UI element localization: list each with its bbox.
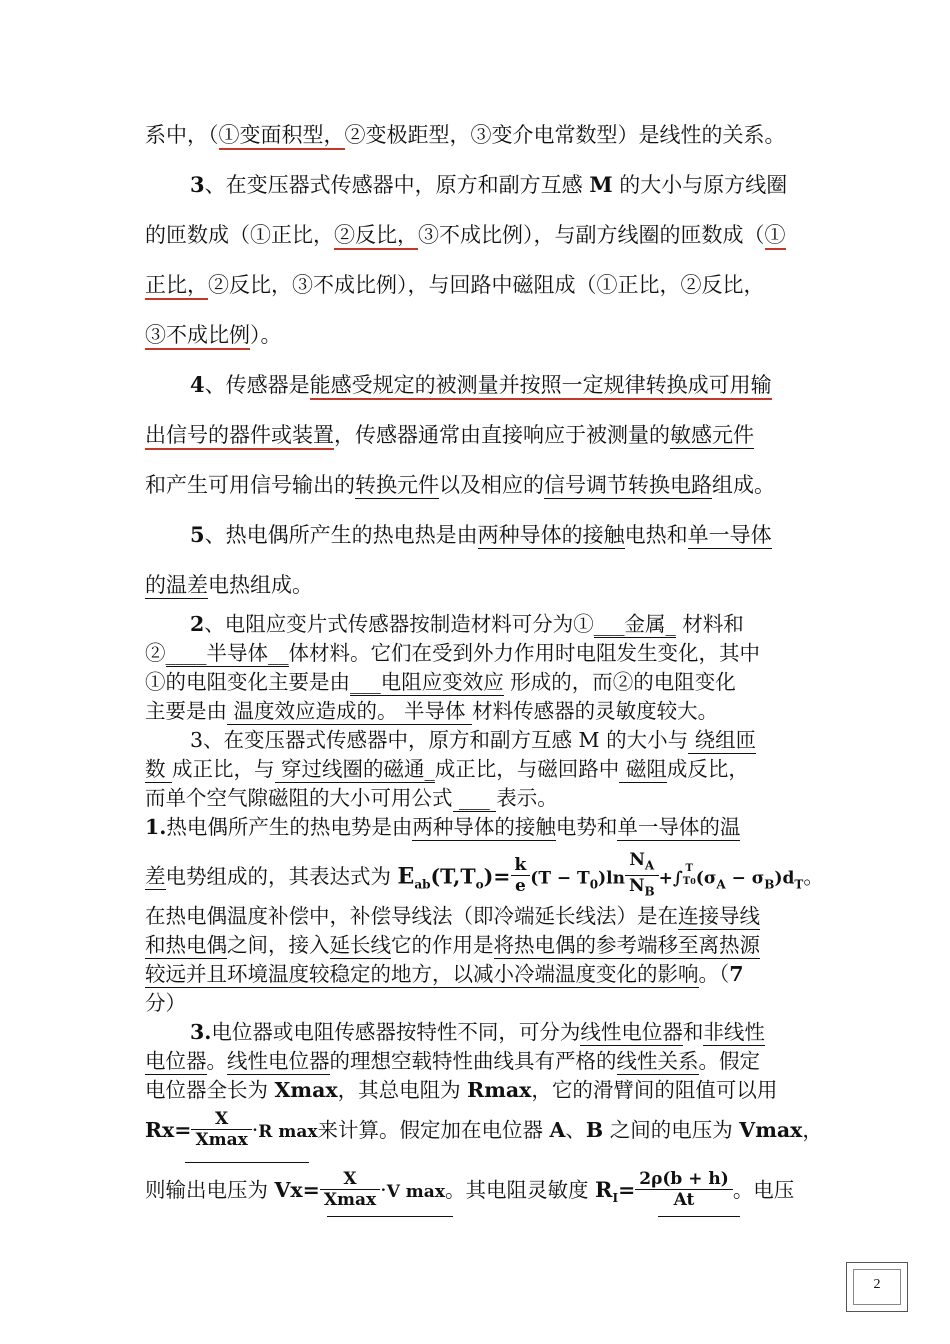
- text-line: 主要是由 温度效应造成的。 半导体 材料传感器的灵敏度较大。: [145, 699, 719, 723]
- formula-underline: [327, 1216, 453, 1217]
- red-underline: ②反比，: [334, 223, 418, 250]
- underline: 线性关系: [616, 1049, 699, 1073]
- red-underline: ①变面积型，: [219, 123, 345, 150]
- underline: 单一导体的温: [617, 815, 741, 839]
- formula-line: 差电势组成的，其表达式为 $E_{ab}(T,T_o)=$ $\frac{k}{e}$ $(T - T_0)\ln$ $\frac{N_A}{N_B}$ +∫ T T0 $(\sigma_A - \sigma_B)d_T$。: [145, 852, 824, 904]
- page-number-box: [846, 1262, 908, 1312]
- underline: 较远并且环境温度较稳定的地方，以减小冷端温度变化的影响: [145, 962, 699, 986]
- formula-fraction: $\frac{N_A}{N_B}$: [625, 850, 659, 902]
- underline: 半导体: [397, 699, 473, 723]
- text-line: 3、在变压器式传感器中，原方和副方互感 M 的大小与 绕组匝: [190, 728, 757, 752]
- text-line: 系中，（①变面积型，②变极距型，③变介电常数型）是线性的关系。: [145, 120, 786, 150]
- underline: 连接导线: [678, 904, 760, 928]
- underline: 的温差: [145, 573, 208, 597]
- integral-limits: T T0: [682, 863, 696, 888]
- text-line: 而单个空气隙磁阻的大小可用公式 ___ 表示。: [145, 786, 558, 810]
- text-line: 4、传感器是能感受规定的被测量并按照一定规律转换成可用输: [190, 370, 772, 400]
- formula-fraction: $\frac{X}{Xmax}$: [191, 1109, 251, 1150]
- underline: ___电阻应变效应: [350, 670, 504, 694]
- formula-underline: [185, 1162, 309, 1163]
- underline: 非线性: [703, 1020, 765, 1044]
- text-line: 3.电位器或电阻传感器按特性不同，可分为线性电位器和非线性: [190, 1020, 765, 1044]
- underline: 和热电偶: [145, 933, 227, 957]
- text-line: 在热电偶温度补偿中，补偿导线法（即冷端延长线法）是在连接导线: [145, 904, 760, 928]
- underline: 线性电位器: [580, 1020, 683, 1044]
- red-underline: ③不成比例: [145, 323, 250, 350]
- text-line: 2、电阻应变片式传感器按制造材料可分为①___金属_ 材料和: [190, 612, 744, 636]
- text-line: 3、在变压器式传感器中，原方和副方互感 M 的大小与原方线圈: [190, 172, 788, 197]
- underline: ___金属_: [593, 612, 676, 636]
- text-line: 较远并且环境温度较稳定的地方，以减小冷端温度变化的影响。（7: [145, 962, 744, 986]
- underline: 转换元件: [355, 473, 439, 497]
- underline: 敏感元件: [670, 423, 754, 447]
- formula-fraction: $\frac{2\rho(b + h)}{At}$: [635, 1169, 733, 1210]
- text-line: 1.热电偶所产生的热电势是由两种导体的接触电势和单一导体的温: [145, 815, 741, 839]
- red-underline: ①: [765, 223, 786, 250]
- text-line: 分）: [145, 991, 186, 1015]
- text-line: 的温差电热组成。: [145, 573, 313, 597]
- underline: 绕组匝: [688, 728, 757, 752]
- underline: 磁阻: [619, 757, 667, 781]
- formula-fraction: $\frac{X}{Xmax}$: [320, 1169, 380, 1210]
- underline: 差: [145, 864, 166, 889]
- red-underline: 能感受规定的被测量并按照一定规律转换成可用输: [310, 373, 772, 400]
- underline: 将热电偶的参考端移至离热源: [493, 933, 760, 957]
- formula-line: Rx= $\frac{X}{Xmax}$ ·R max来计算。假定加在电位器 A、B 之间的电压为 Vmax，: [145, 1109, 823, 1150]
- text-line: 数 成正比，与 穿过线圈的磁通_成正比，与磁回路中 磁阻成反比，: [145, 757, 749, 781]
- underline: 单一导体: [687, 523, 772, 547]
- text-line: ③不成比例）。: [145, 320, 282, 350]
- page-number: 2: [873, 1277, 881, 1292]
- text-line: 的匝数成（①正比，②反比，③不成比例），与副方线圈的匝数成（①: [145, 220, 786, 250]
- text-line: 电位器。线性电位器的理想空载特性曲线具有严格的线性关系。假定: [145, 1049, 760, 1073]
- underline: 穿过线圈的磁通_: [274, 757, 435, 781]
- underline: 两种导体的接触: [412, 815, 556, 839]
- underline: ____半导体__: [165, 641, 289, 665]
- underline: 电位器: [145, 1049, 207, 1073]
- text-line: 和产生可用信号输出的转换元件以及相应的信号调节转换电路组成。: [145, 473, 775, 497]
- text-line: 正比，②反比，③不成比例），与回路中磁阻成（①正比，②反比，: [145, 270, 765, 300]
- underline: 温度效应造成的。: [227, 699, 398, 723]
- formula-line: 则输出电压为 Vx= $\frac{X}{Xmax}$ ·V max。其电阻灵敏度 $R_I=$ $\frac{2\rho(b + h)}{At}$ 。电压: [145, 1169, 795, 1210]
- underline: 延长线: [329, 933, 391, 957]
- text-line: 和热电偶之间，接入延长线它的作用是将热电偶的参考端移至离热源: [145, 933, 760, 957]
- text-line: ②____半导体__体材料。它们在受到外力作用时电阻发生变化，其中: [145, 641, 760, 665]
- text-line: ①的电阻变化主要是由___电阻应变效应 形成的，而②的电阻变化: [145, 670, 736, 694]
- formula-fraction: $\frac{k}{e}$: [511, 855, 531, 896]
- formula-underline: [658, 1216, 740, 1217]
- red-underline: 正比，: [145, 273, 208, 300]
- red-underline: 出信号的器件或装置: [145, 423, 334, 450]
- underline: ___: [452, 786, 497, 810]
- underline: 数: [145, 757, 173, 781]
- underline: 两种导体的接触: [477, 523, 625, 547]
- text-line: 电位器全长为 Xmax，其总电阻为 Rmax，它的滑臂间的阻值可以用: [145, 1078, 778, 1102]
- text-line: 出信号的器件或装置，传感器通常由直接响应于被测量的敏感元件: [145, 420, 754, 450]
- text-line: 5、热电偶所产生的热电热是由两种导体的接触电热和单一导体: [190, 522, 772, 547]
- underline: 信号调节转换电路: [544, 473, 712, 497]
- underline: 线性电位器: [227, 1049, 330, 1073]
